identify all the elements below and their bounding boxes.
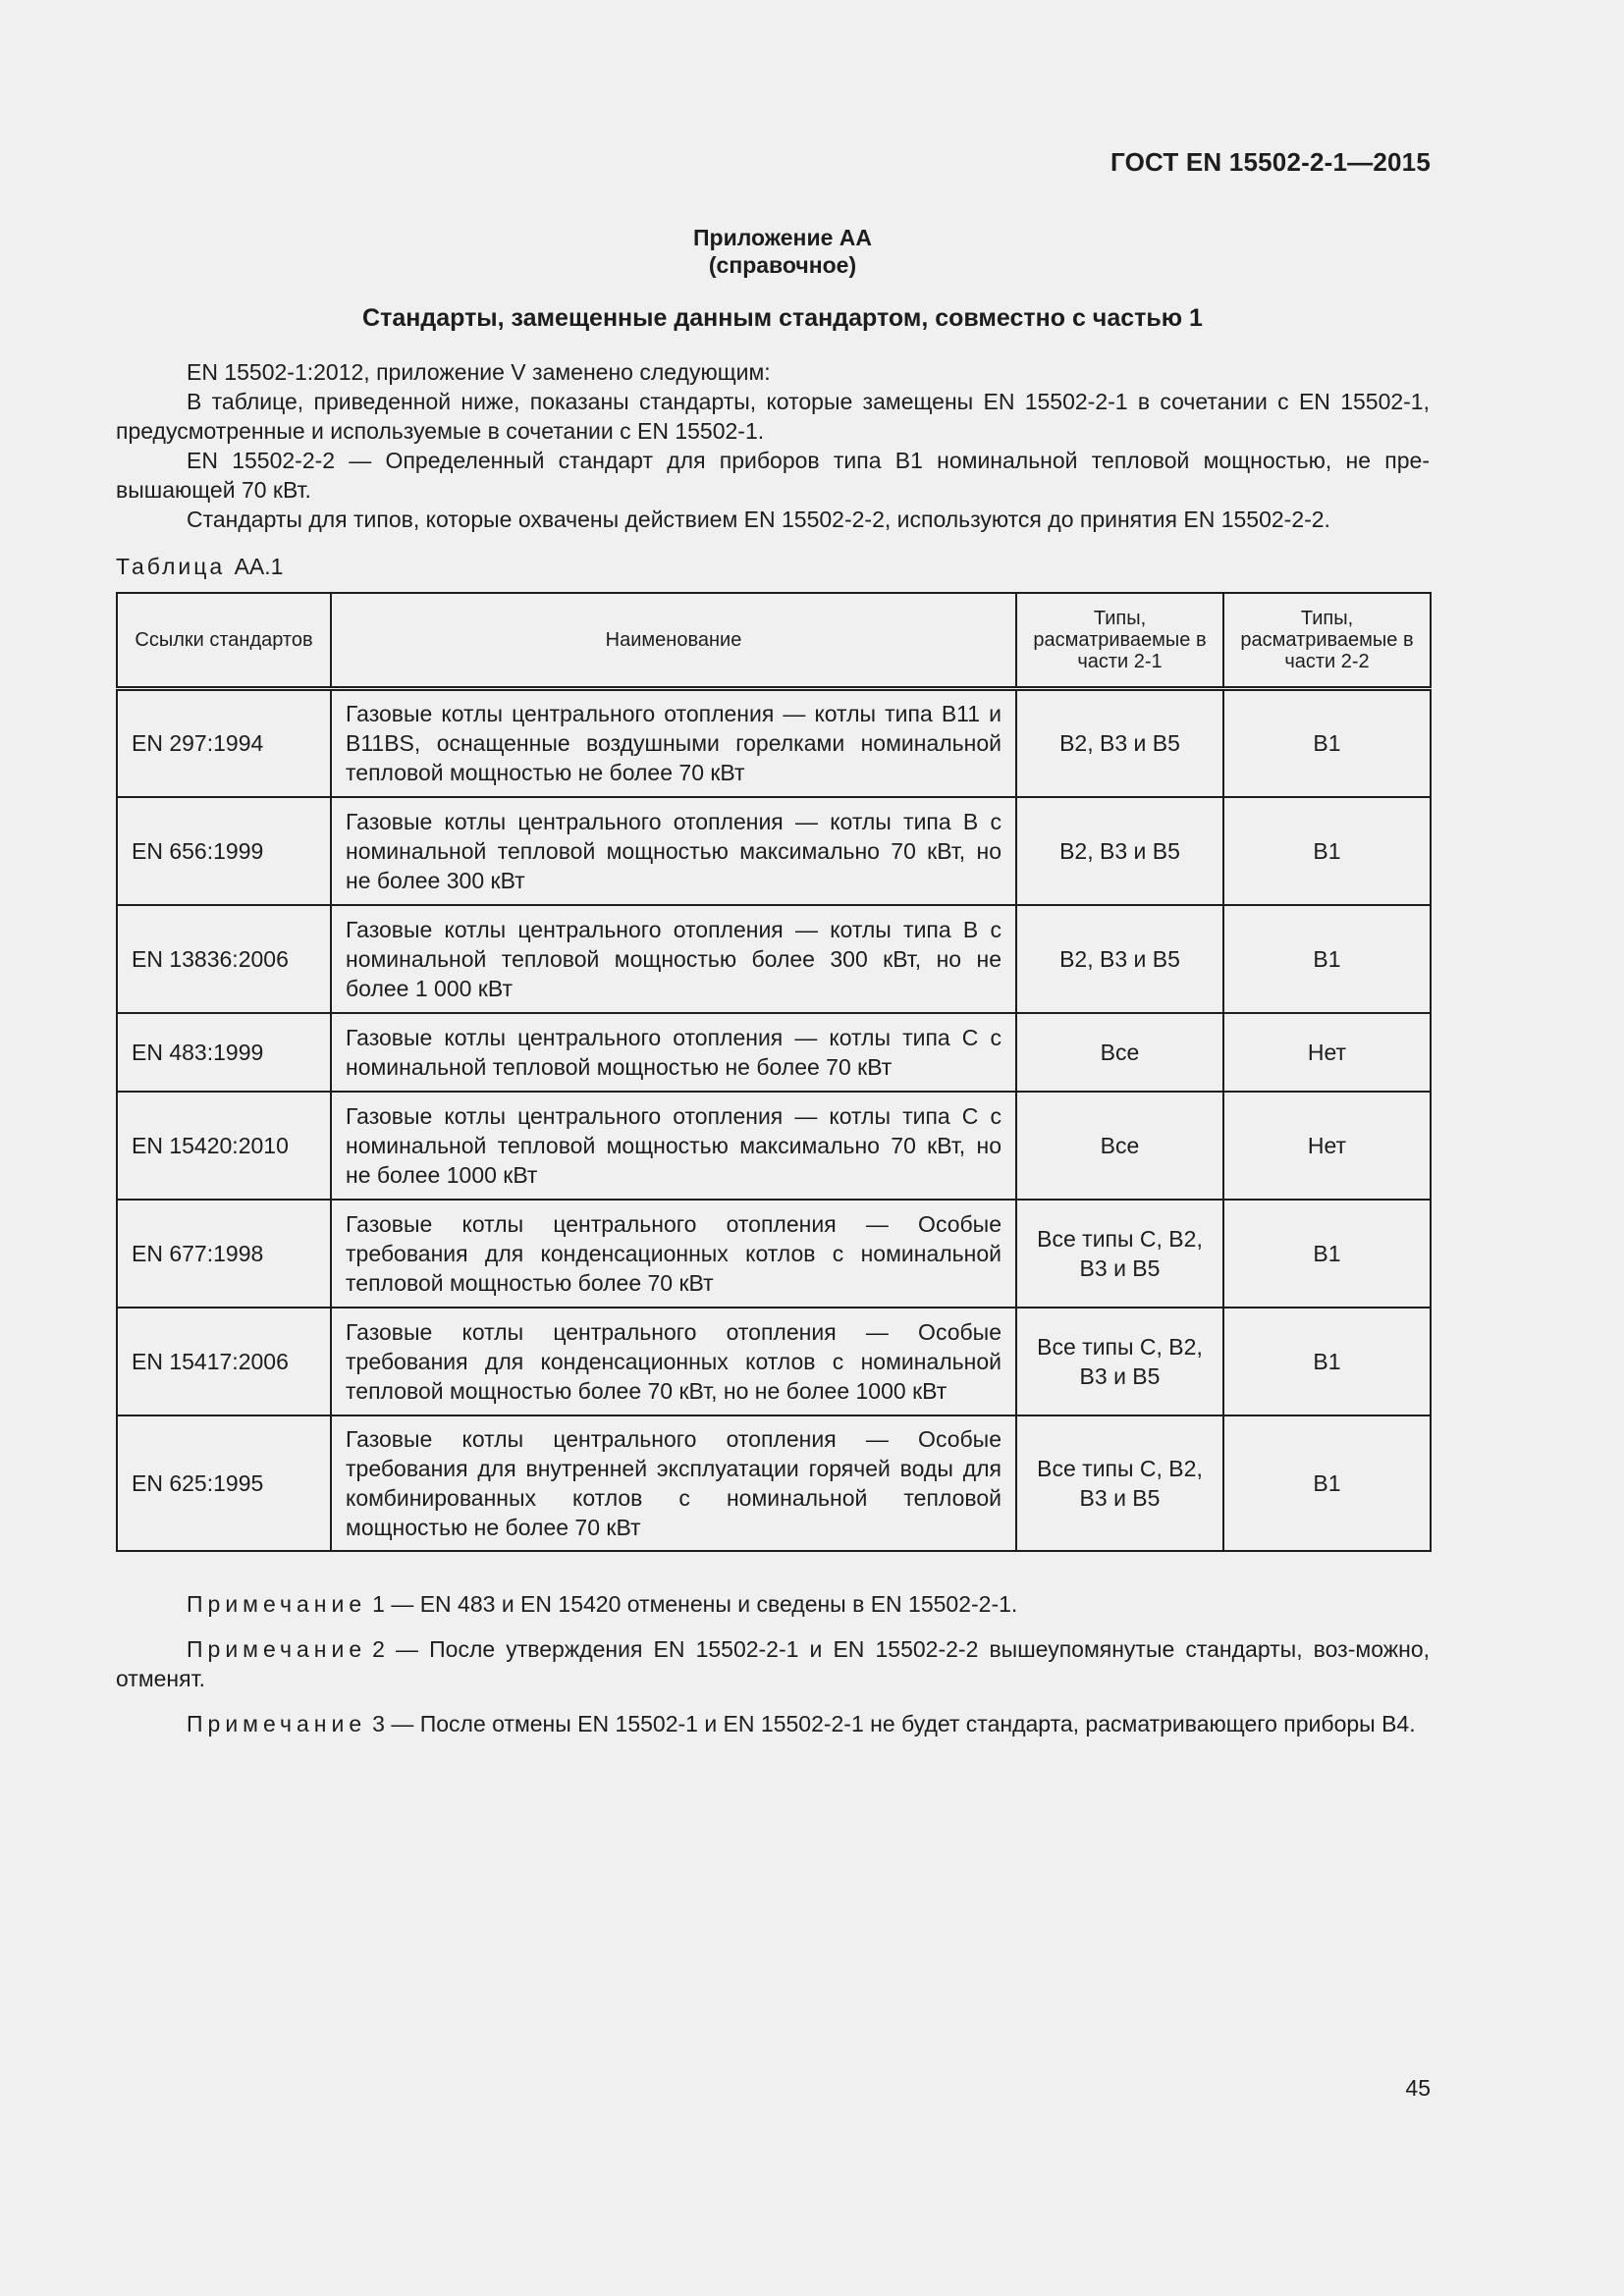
cell-part-2-1: B2, B3 и B5 <box>1016 797 1223 905</box>
page-number: 45 <box>1405 2075 1431 2101</box>
header-ref: Ссылки стандартов <box>117 593 331 689</box>
annex-title-block <box>135 224 1430 279</box>
note-text: 2 — После утверждения EN 15502-2-1 и EN 15502-2-2 вышеупомянутые стандарты, воз-можно, отменят. <box>116 1635 1430 1691</box>
cell-part-2-2: B1 <box>1223 1308 1431 1415</box>
cell-name: Газовые котлы центрального отопления — котлы типа C с номинальной тепловой мощностью не более 70 кВт <box>331 1013 1016 1092</box>
cell-name: Газовые котлы центрального отопления — котлы типа B11 и B11BS, оснащенные воздушными горелками номинальной тепловой мощностью не более 70 кВт <box>331 689 1016 797</box>
intro-paragraph: В таблице, приведенной ниже, показаны стандарты, которые замещены EN 15502-2-1 в сочетании с EN 15502-1, предусмотренные и используемые в сочетании с EN 15502-1. <box>116 389 1430 444</box>
cell-part-2-1: Все типы C, B2, B3 и B5 <box>1016 1308 1223 1415</box>
cell-ref: EN 15420:2010 <box>117 1092 331 1200</box>
note <box>116 1589 1430 1619</box>
cell-part-2-2: B1 <box>1223 797 1431 905</box>
table-row <box>117 1092 1431 1200</box>
cell-name: Газовые котлы центрального отопления — Особые требования для конденсационных котлов с номинальной тепловой мощностью более 70 кВт <box>331 1200 1016 1308</box>
intro-paragraph: EN 15502-2-2 — Определенный стандарт для приборов типа B1 номинальной тепловой мощностью, не пре-вышающей 70 кВт. <box>116 448 1430 503</box>
header-part-2-1: Типы, расматриваемые в части 2-1 <box>1016 593 1223 689</box>
table-row <box>117 905 1431 1013</box>
annex-subtitle: (справочное) <box>708 252 857 278</box>
note-label: Примечание <box>187 1635 367 1662</box>
table-row <box>117 1013 1431 1092</box>
cell-ref: EN 15417:2006 <box>117 1308 331 1415</box>
cell-part-2-2: B1 <box>1223 1200 1431 1308</box>
header-part-2-2: Типы, расматриваемые в части 2-2 <box>1223 593 1431 689</box>
cell-part-2-2: B1 <box>1223 905 1431 1013</box>
table-caption-number: АА.1 <box>234 554 284 579</box>
cell-part-2-1: Все <box>1016 1013 1223 1092</box>
standards-table <box>116 592 1432 1552</box>
table-row <box>117 1200 1431 1308</box>
cell-ref: EN 13836:2006 <box>117 905 331 1013</box>
note <box>116 1634 1430 1693</box>
intro-text <box>116 357 1430 534</box>
note-label: Примечание <box>187 1710 367 1736</box>
document-id: ГОСТ EN 15502-2-1—2015 <box>1110 147 1431 177</box>
note-text: 1 — EN 483 и EN 15420 отменены и сведены в EN 15502-2-1. <box>372 1590 1018 1617</box>
intro-paragraph: Стандарты для типов, которые охвачены действием EN 15502-2-2, используются до принятия EN 15502-2-2. <box>187 507 1330 532</box>
note-text: 3 — После отмены EN 15502-1 и EN 15502-2-1 не будет стандарта, расматривающего приборы B4. <box>372 1710 1416 1736</box>
cell-part-2-1: Все типы C, B2, B3 и B5 <box>1016 1200 1223 1308</box>
table-header-row <box>117 593 1431 689</box>
cell-part-2-2: B1 <box>1223 1415 1431 1551</box>
cell-part-2-1: Все <box>1016 1092 1223 1200</box>
cell-name: Газовые котлы центрального отопления — Особые требования для внутренней эксплуатации горячей воды для комбинированных котлов с номинальной тепловой мощностью не более 70 кВт <box>331 1415 1016 1551</box>
cell-part-2-1: Все типы C, B2, B3 и B5 <box>1016 1415 1223 1551</box>
note-label: Примечание <box>187 1590 367 1617</box>
cell-ref: EN 677:1998 <box>117 1200 331 1308</box>
cell-ref: EN 656:1999 <box>117 797 331 905</box>
cell-ref: EN 297:1994 <box>117 689 331 797</box>
table-row <box>117 689 1431 797</box>
notes <box>116 1589 1430 1738</box>
annex-title: Приложение АА <box>692 225 872 250</box>
table-caption-label: Таблица <box>116 554 226 579</box>
table-row <box>117 1308 1431 1415</box>
annex-heading: Стандарты, замещенные данным стандартом, совместно с частью 1 <box>362 304 1203 332</box>
table-caption <box>116 554 1430 580</box>
cell-part-2-2: Нет <box>1223 1013 1431 1092</box>
intro-paragraph: EN 15502-1:2012, приложение V заменено следующим: <box>187 359 771 385</box>
cell-part-2-2: B1 <box>1223 689 1431 797</box>
cell-name: Газовые котлы центрального отопления — Особые требования для конденсационных котлов с номинальной тепловой мощностью более 70 кВт, но не более 1000 кВт <box>331 1308 1016 1415</box>
cell-name: Газовые котлы центрального отопления — котлы типа C с номинальной тепловой мощностью максимально 70 кВт, но не более 1000 кВт <box>331 1092 1016 1200</box>
table-row <box>117 1415 1431 1551</box>
cell-name: Газовые котлы центрального отопления — котлы типа B с номинальной тепловой мощностью более 300 кВт, но не более 1 000 кВт <box>331 905 1016 1013</box>
cell-part-2-1: B2, B3 и B5 <box>1016 905 1223 1013</box>
cell-name: Газовые котлы центрального отопления — котлы типа B с номинальной тепловой мощностью максимально 70 кВт, но не более 300 кВт <box>331 797 1016 905</box>
header-name: Наименование <box>331 593 1016 689</box>
cell-ref: EN 483:1999 <box>117 1013 331 1092</box>
cell-part-2-1: B2, B3 и B5 <box>1016 689 1223 797</box>
table-row <box>117 797 1431 905</box>
cell-part-2-2: Нет <box>1223 1092 1431 1200</box>
cell-ref: EN 625:1995 <box>117 1415 331 1551</box>
page-content <box>116 224 1430 1754</box>
note <box>116 1709 1430 1738</box>
